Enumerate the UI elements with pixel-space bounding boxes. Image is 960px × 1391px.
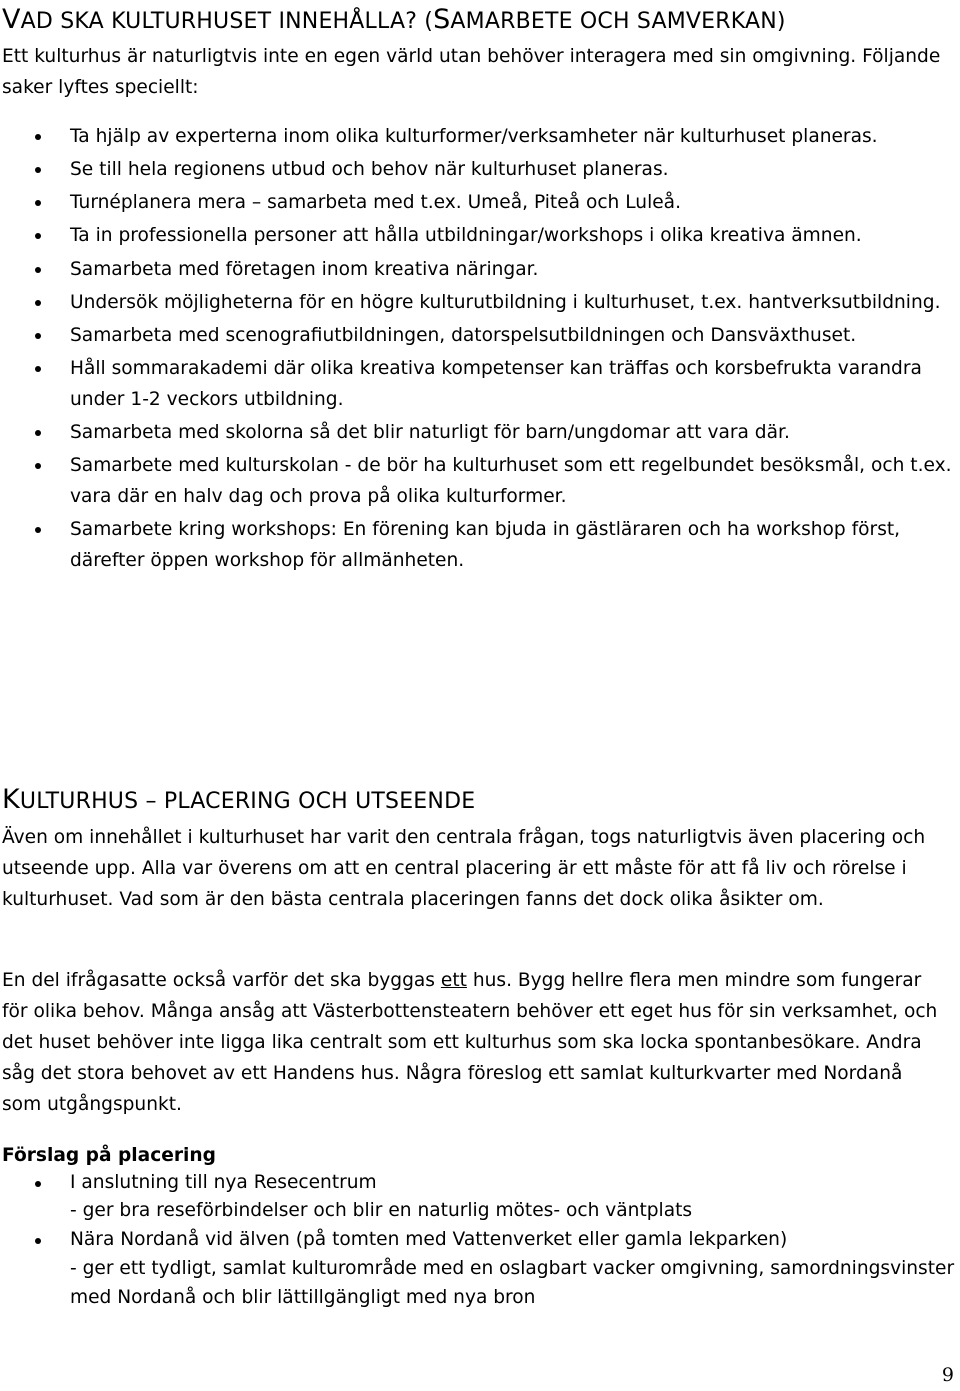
list-item [0,1225,955,1312]
placement-paragraph-1: Även om innehållet i kulturhuset har varit den centrala frågan, togs naturligtvis även placering och utseende upp. Alla var överens om att en central placering är ett måste för att få liv och rörelse i kulturhuset. Vad som är den bästa centrala placeringen fanns det dock olika åsikter om. [2,827,926,910]
para2-text-b: hus. Bygg hellre flera men mindre som fungerar för olika behov. Många ansåg att Västerbottensteatern behöver ett eget hus för sin verksamhet, och det huset behöver inte ligga lika centralt som ett kulturhus som ska locka spontanbesökare. Andra såg det stora behovet av ett Handens hus. Några föreslog ett samlat kulturkvarter med Nordanå som utgångspunkt. [2,970,938,1115]
list-item: Håll sommarakademi där olika kreativa kompetenser kan träffas och korsbefrukta varandra under 1-2 veckors utbildning. [0,353,955,415]
heading-text-2: AMARBETE OCH SAMVERKAN) [450,9,786,34]
heading-text: AD SKA KULTURHUSET INNEHÅLLA? ( [20,9,434,34]
list-item: Se till hela regionens utbud och behov när kulturhuset planeras. [0,154,955,185]
proposal-title: I anslutning till nya Resecentrum [70,1172,377,1193]
heading-initial-2: S [433,4,451,35]
para2-text-a: En del ifrågasatte också varför det ska byggas [2,970,441,991]
list-item: Undersök möjligheterna för en högre kulturutbildning i kulturhuset, t.ex. hantverksutbildning. [0,287,955,318]
list-item: Samarbeta med scenografiutbildningen, datorspelsutbildningen och Dansväxthuset. [0,320,955,351]
proposal-title: Nära Nordanå vid älven (på tomten med Vattenverket eller gamla lekparken) [70,1229,788,1250]
page-number: 9 [941,1364,954,1386]
section-heading-contents [2,4,786,35]
section-heading-placement [2,784,475,815]
list-item: Ta in professionella personer att hålla utbildningar/workshops i olika kreativa ämnen. [0,220,955,251]
intro-paragraph: Ett kulturhus är naturligtvis inte en egen värld utan behöver interagera med sin omgivning. Följande saker lyftes speciellt: [2,46,941,98]
list-item: Turnéplanera mera – samarbeta med t.ex. Umeå, Piteå och Luleå. [0,187,955,218]
list-item: Samarbete kring workshops: En förening kan bjuda in gästläraren och ha workshop först, därefter öppen workshop för allmänheten. [0,514,955,576]
list-item: Ta hjälp av experterna inom olika kulturformer/verksamheter när kulturhuset planeras. [0,121,955,152]
collaboration-list [0,121,960,576]
proposal-subheading: Förslag på placering [2,1145,216,1166]
list-item: Samarbeta med skolorna så det blir naturligt för barn/ungdomar att vara där. [0,417,955,448]
proposal-list [0,1168,960,1312]
list-item: Samarbeta med företagen inom kreativa näringar. [0,254,955,285]
list-item: Samarbete med kulturskolan - de bör ha kulturhuset som ett regelbundet besöksmål, och t.ex. vara där en halv dag och prova på olika kulturformer. [0,450,955,512]
heading-initial: K [2,784,20,815]
list-item [0,1168,955,1224]
para2-underlined: ett [440,970,467,991]
placement-paragraph-2 [2,965,942,1120]
proposal-note: - ger ett tydligt, samlat kulturområde med en oslagbart vacker omgivning, samordningsvinster med Nordanå och blir lättillgängligt med nya bron [70,1258,955,1308]
heading-initial: V [2,4,21,35]
heading-text: ULTURHUS – PLACERING OCH UTSEENDE [19,789,476,814]
proposal-note: - ger bra reseförbindelser och blir en naturlig mötes- och väntplats [70,1200,693,1221]
